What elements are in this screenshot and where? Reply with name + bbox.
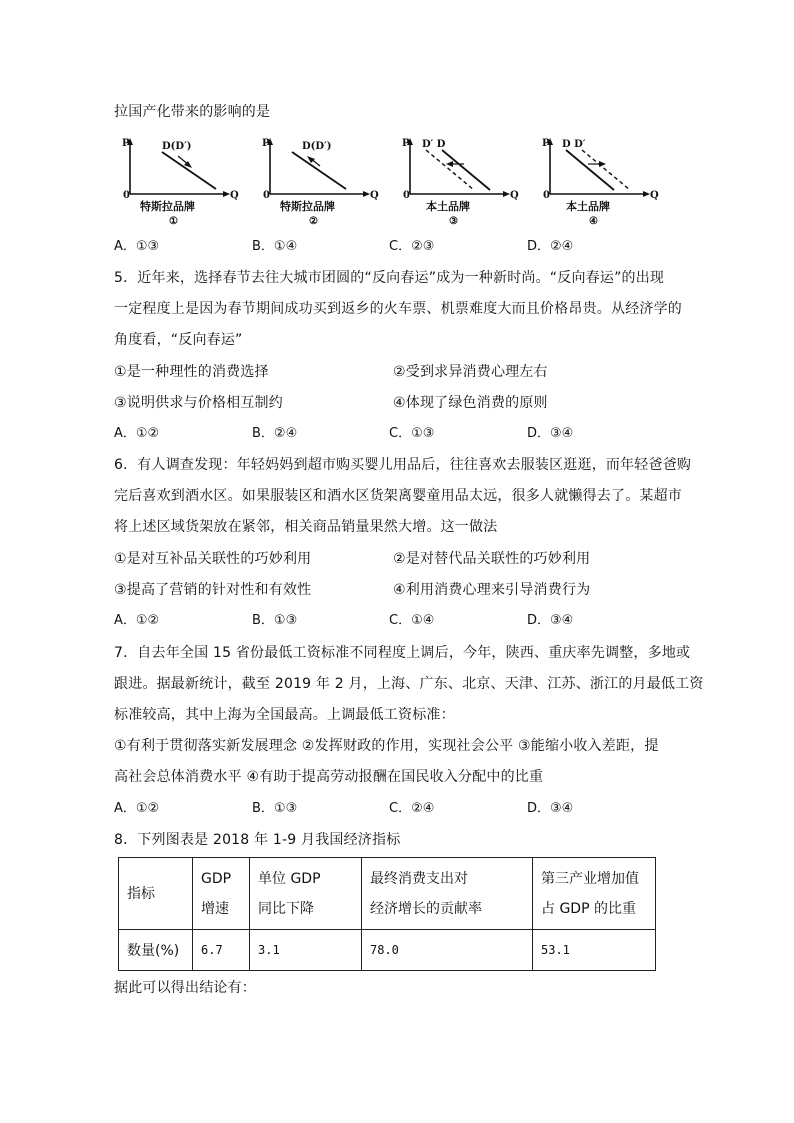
fig3-p-label: P bbox=[402, 138, 410, 149]
fig2-origin-label: 0 bbox=[263, 190, 270, 201]
economic-indicators-table bbox=[118, 857, 656, 971]
fig4-curve-label: D D′ bbox=[562, 139, 586, 150]
q6-option-a[interactable]: A．①② bbox=[114, 613, 160, 628]
figure-4-local-demand bbox=[538, 134, 659, 230]
fig3-brand-label: 本土品牌 bbox=[426, 200, 470, 213]
q6-stem-line-2: 完后喜欢到酒水区。如果服装区和酒水区货架离婴童用品太远，很多人就懒得去了。某超市 bbox=[114, 488, 682, 504]
q7-stem-line-2: 跟进。据最新统计，截至 2019 年 2 月，上海、广东、北京、天津、江苏、浙江的月最低工资 bbox=[114, 676, 704, 692]
fig2-number: ② bbox=[309, 216, 318, 227]
fig4-origin-label: 0 bbox=[543, 190, 550, 201]
q6-item-3: ③提高了营销的针对性和有效性 bbox=[114, 582, 312, 598]
header-cell-consumption-contribution: 最终消费支出对 经济增长的贡献率 bbox=[362, 858, 533, 930]
cell-gdp-unit-drop: 3.1 bbox=[250, 930, 362, 971]
row-label-quantity: 数量(%) bbox=[119, 930, 193, 971]
question-4-stem-tail: 拉国产化带来的影响的是 bbox=[114, 104, 271, 120]
q8-conclusion-prompt: 据此可以得出结论有： bbox=[114, 980, 256, 996]
q5-stem-line-3: 角度看，“反向春运” bbox=[114, 332, 243, 348]
q5-item-2: ②受到求异消费心理左右 bbox=[393, 364, 548, 380]
q5-stem-line-1: 5．近年来，选择春节去往大城市团圆的“反向春运”成为一种新时尚。“反向春运”的出现 bbox=[114, 270, 665, 286]
q7-option-b[interactable]: B．①③ bbox=[252, 801, 298, 816]
q6-option-b[interactable]: B．①③ bbox=[252, 613, 298, 628]
fig3-origin-label: 0 bbox=[403, 190, 410, 201]
q5-stem-line-2: 一定程度上是因为春节期间成功买到返乡的火车票、机票难度大而且价格昂贵。从经济学的 bbox=[114, 301, 682, 317]
q6-stem-line-1: 6．有人调查发现：年轻妈妈到超市购买婴儿用品后，往往喜欢去服装区逛逛，而年轻爸爸购 bbox=[114, 457, 692, 473]
figure-3-local-demand bbox=[398, 134, 519, 230]
fig1-origin-label: 0 bbox=[123, 190, 130, 201]
q5-item-4: ④体现了绿色消费的原则 bbox=[393, 395, 548, 411]
fig1-curve-label: D(D′) bbox=[162, 141, 192, 152]
q6-item-4: ④利用消费心理来引导消费行为 bbox=[393, 582, 591, 598]
q5-item-3: ③说明供求与价格相互制约 bbox=[114, 395, 283, 411]
cell-tertiary-share: 53.1 bbox=[533, 930, 656, 971]
q6-option-c[interactable]: C．①④ bbox=[389, 613, 435, 628]
q5-option-b[interactable]: B．②④ bbox=[252, 426, 298, 441]
fig1-q-label: Q bbox=[230, 190, 239, 201]
q5-item-1: ①是一种理性的消费选择 bbox=[114, 364, 269, 380]
cell-gdp-growth: 6.7 bbox=[193, 930, 250, 971]
header-cell-gdp-growth: GDP 增速 bbox=[193, 858, 250, 930]
q7-stem-line-5: 高社会总体消费水平 ④有助于提高劳动报酬在国民收入分配中的比重 bbox=[114, 769, 544, 785]
figure-1-tesla-demand bbox=[118, 134, 239, 230]
fig1-p-label: P bbox=[122, 138, 130, 149]
q5-option-a[interactable]: A．①② bbox=[114, 426, 160, 441]
fig2-q-label: Q bbox=[370, 190, 379, 201]
figure-2-tesla-demand bbox=[258, 134, 379, 230]
q6-item-2: ②是对替代品关联性的巧妙利用 bbox=[393, 551, 591, 567]
q4-option-d[interactable]: D．②④ bbox=[527, 239, 574, 254]
q6-item-1: ①是对互补品关联性的巧妙利用 bbox=[114, 551, 312, 567]
q4-option-b[interactable]: B．①④ bbox=[252, 239, 298, 254]
q6-option-d[interactable]: D．③④ bbox=[527, 613, 574, 628]
fig3-curve-label: D′ D bbox=[422, 139, 446, 150]
q7-option-d[interactable]: D．③④ bbox=[527, 801, 574, 816]
q5-option-c[interactable]: C．①③ bbox=[389, 426, 435, 441]
q4-option-a[interactable]: A．①③ bbox=[114, 239, 160, 254]
fig4-q-label: Q bbox=[650, 190, 659, 201]
fig2-p-label: P bbox=[262, 138, 270, 149]
q7-option-a[interactable]: A．①② bbox=[114, 801, 160, 816]
table-header-row bbox=[119, 858, 656, 930]
fig1-brand-label: 特斯拉品牌 bbox=[140, 200, 195, 213]
fig1-number: ① bbox=[169, 216, 178, 227]
q4-option-c[interactable]: C．②③ bbox=[389, 239, 435, 254]
fig2-curve-label: D(D′) bbox=[302, 141, 332, 152]
cell-consumption-contribution: 78.0 bbox=[362, 930, 533, 971]
header-cell-tertiary-share: 第三产业增加值 占 GDP 的比重 bbox=[533, 858, 656, 930]
table-row bbox=[119, 930, 656, 971]
q6-stem-line-3: 将上述区域货架放在紧邻，相关商品销量果然大增。这一做法 bbox=[114, 519, 498, 535]
fig3-number: ③ bbox=[449, 216, 458, 227]
q7-stem-line-4: ①有利于贯彻落实新发展理念 ②发挥财政的作用，实现社会公平 ③能缩小收入差距，提 bbox=[114, 738, 659, 754]
fig4-number: ④ bbox=[589, 216, 598, 227]
q8-stem: 8．下列图表是 2018 年 1-9 月我国经济指标 bbox=[114, 832, 401, 848]
fig4-p-label: P bbox=[542, 138, 550, 149]
q7-stem-line-1: 7．自去年全国 15 省份最低工资标准不同程度上调后，今年，陕西、重庆率先调整，多地或 bbox=[114, 645, 691, 661]
fig2-brand-label: 特斯拉品牌 bbox=[280, 200, 335, 213]
q7-stem-line-3: 标准较高，其中上海为全国最高。上调最低工资标准： bbox=[114, 707, 455, 723]
q5-option-d[interactable]: D．③④ bbox=[527, 426, 574, 441]
q7-option-c[interactable]: C．②④ bbox=[389, 801, 435, 816]
header-cell-indicator: 指标 bbox=[119, 858, 193, 930]
header-cell-gdp-unit-drop: 单位 GDP 同比下降 bbox=[250, 858, 362, 930]
fig4-brand-label: 本土品牌 bbox=[566, 200, 610, 213]
fig3-q-label: Q bbox=[510, 190, 519, 201]
